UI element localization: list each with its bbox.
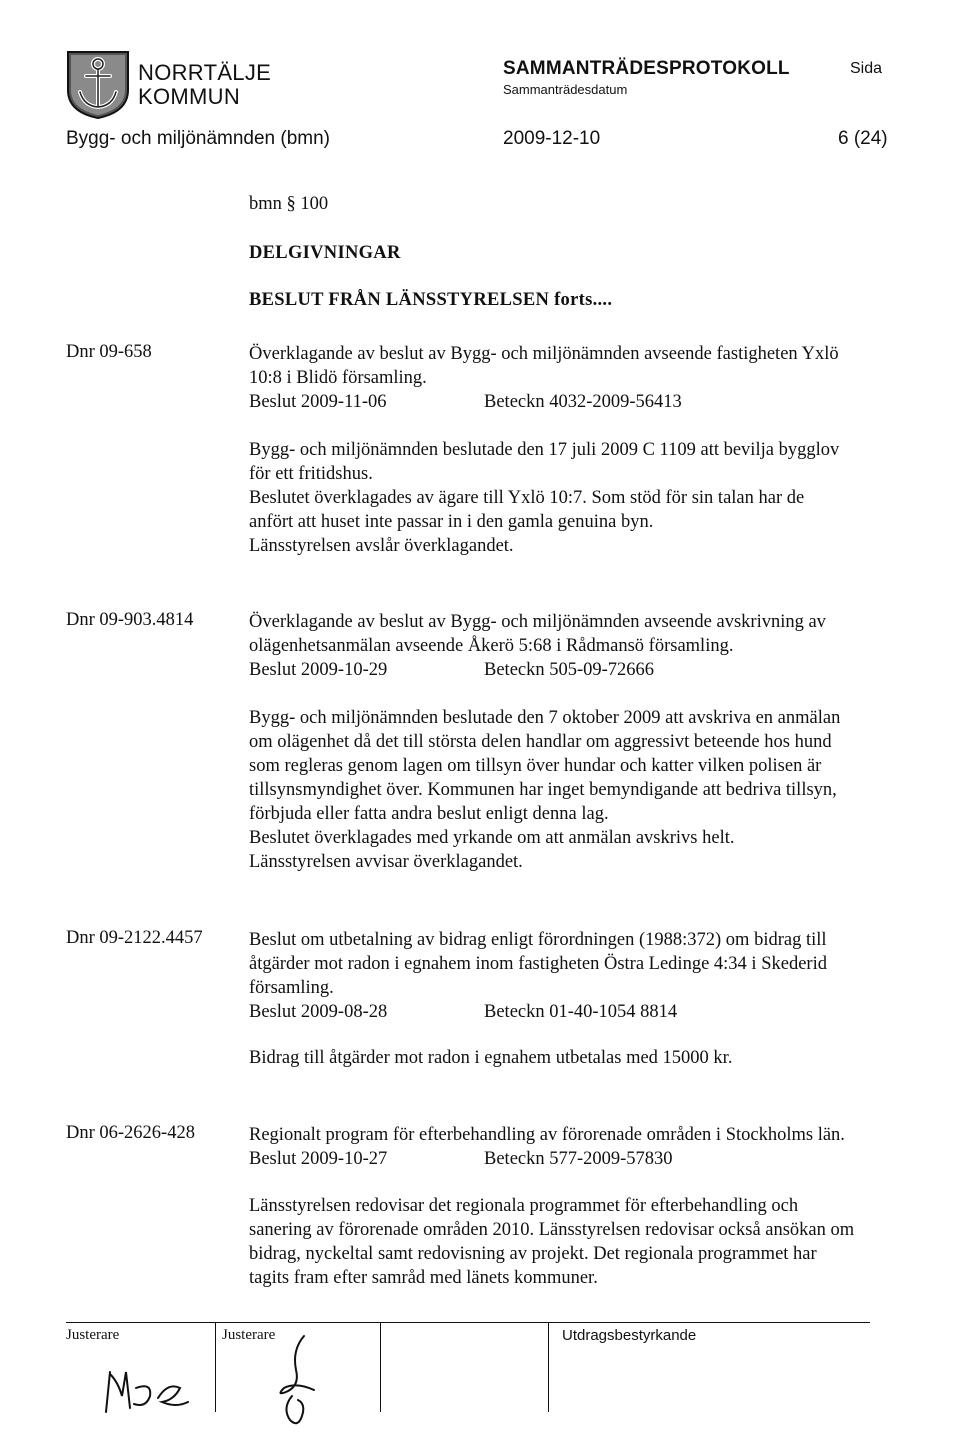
item-body xyxy=(249,438,909,558)
body-line: för ett fritidshus. xyxy=(249,464,373,484)
signature-1 xyxy=(96,1352,196,1422)
page-label: Sida xyxy=(850,60,883,77)
body-line: om olägenhet då det till största delen handlar om aggressivt beteende hos hund xyxy=(249,732,832,752)
item-title-line: församling. xyxy=(249,978,334,998)
municipality-name-line2: KOMMUN xyxy=(138,84,241,109)
section-reference: bmn § 100 xyxy=(249,194,329,214)
item-body xyxy=(249,706,909,874)
body-line: Bygg- och miljönämnden beslutade den 17 juli 2009 C 1109 att bevilja bygglov xyxy=(249,440,840,460)
meeting-date: 2009-12-10 xyxy=(503,128,601,149)
footer-divider xyxy=(548,1322,549,1412)
decision-reference: Beteckn 577-2009-57830 xyxy=(484,1149,673,1169)
anchor-emblem-icon xyxy=(66,50,130,120)
committee-name: Bygg- och miljönämnden (bmn) xyxy=(66,128,331,149)
body-line: Beslutet överklagades med yrkande om att anmälan avskrivs helt. xyxy=(249,828,735,848)
decision-reference: Beteckn 4032-2009-56413 xyxy=(484,392,682,412)
item-title-line: olägenhetsanmälan avseende Åkerö 5:68 i Rådmansö församling. xyxy=(249,636,734,656)
item-title-line: Regionalt program för efterbehandling av förorenade områden i Stockholms län. xyxy=(249,1125,845,1145)
justerare-label: Justerare xyxy=(66,1327,120,1343)
footer-divider xyxy=(215,1322,216,1412)
item-dnr: Dnr 09-658 xyxy=(66,342,152,362)
item-dnr: Dnr 06-2626-428 xyxy=(66,1123,195,1143)
item-title-line: åtgärder mot radon i egnahem inom fastigheten Östra Ledinge 4:34 i Skederid xyxy=(249,954,827,974)
body-line: tillsynsmyndighet över. Kommunen har inget bemyndigande att bedriva tillsyn, xyxy=(249,780,837,800)
body-line: Beslutet överklagades av ägare till Yxlö 10:7. Som stöd för sin talan har de xyxy=(249,488,805,508)
item-title xyxy=(249,610,909,658)
section-subheading: BESLUT FRÅN LÄNSSTYRELSEN forts.... xyxy=(249,290,613,310)
body-line: Länsstyrelsen avslår överklagandet. xyxy=(249,536,514,556)
body-line: bidrag, nyckeltal samt redovisning av projekt. Det regionala programmet har xyxy=(249,1244,817,1264)
decision-reference: Beteckn 505-09-72666 xyxy=(484,660,655,680)
item-title-line: Överklagande av beslut av Bygg- och miljönämnden avseende fastigheten Yxlö xyxy=(249,344,839,364)
protocol-subtitle: Sammanträdesdatum xyxy=(503,82,628,97)
utdragsbestyrkande-label: Utdragsbestyrkande xyxy=(562,1327,697,1344)
body-line: som regleras genom lagen om tillsyn över hundar och katter vilken polisen är xyxy=(249,756,822,776)
signature-2 xyxy=(262,1330,332,1430)
section-heading: DELGIVNINGAR xyxy=(249,243,401,263)
footer-rule xyxy=(66,1322,870,1323)
item-dnr: Dnr 09-903.4814 xyxy=(66,610,194,630)
body-line: anfört att huset inte passar in i den gamla genuina byn. xyxy=(249,512,654,532)
decision-date: Beslut 2009-10-29 xyxy=(249,660,388,680)
page-number: 6 (24) xyxy=(838,128,888,149)
decision-date: Beslut 2009-08-28 xyxy=(249,1002,388,1022)
body-line: Länsstyrelsen redovisar det regionala programmet för efterbehandling och xyxy=(249,1196,799,1216)
body-line: Bygg- och miljönämnden beslutade den 7 oktober 2009 att avskriva en anmälan xyxy=(249,708,841,728)
municipality-logo xyxy=(66,50,130,120)
body-line: sanering av förorenade områden 2010. Länsstyrelsen redovisar också ansökan om xyxy=(249,1220,855,1240)
item-title xyxy=(249,928,909,1000)
body-line: tagits fram efter samråd med länets kommuner. xyxy=(249,1268,598,1288)
protocol-title: SAMMANTRÄDESPROTOKOLL xyxy=(503,58,790,79)
item-dnr: Dnr 09-2122.4457 xyxy=(66,928,203,948)
item-body xyxy=(249,1194,909,1290)
body-line: Bidrag till åtgärder mot radon i egnahem utbetalas med 15000 kr. xyxy=(249,1048,733,1068)
justerare-label: Justerare xyxy=(222,1327,276,1343)
body-line: Länsstyrelsen avvisar överklagandet. xyxy=(249,852,523,872)
decision-date: Beslut 2009-10-27 xyxy=(249,1149,388,1169)
footer-divider xyxy=(380,1322,381,1412)
item-title-line: Överklagande av beslut av Bygg- och miljönämnden avseende avskrivning av xyxy=(249,612,826,632)
item-title-line: 10:8 i Blidö församling. xyxy=(249,368,427,388)
item-body xyxy=(249,1046,909,1070)
item-title xyxy=(249,342,909,390)
municipality-name-line1: NORRTÄLJE xyxy=(138,60,272,85)
decision-reference: Beteckn 01-40-1054 8814 xyxy=(484,1002,678,1022)
item-title xyxy=(249,1123,909,1147)
item-title-line: Beslut om utbetalning av bidrag enligt förordningen (1988:372) om bidrag till xyxy=(249,930,827,950)
body-line: förbjuda eller fatta andra beslut enligt denna lag. xyxy=(249,804,609,824)
decision-date: Beslut 2009-11-06 xyxy=(249,392,387,412)
